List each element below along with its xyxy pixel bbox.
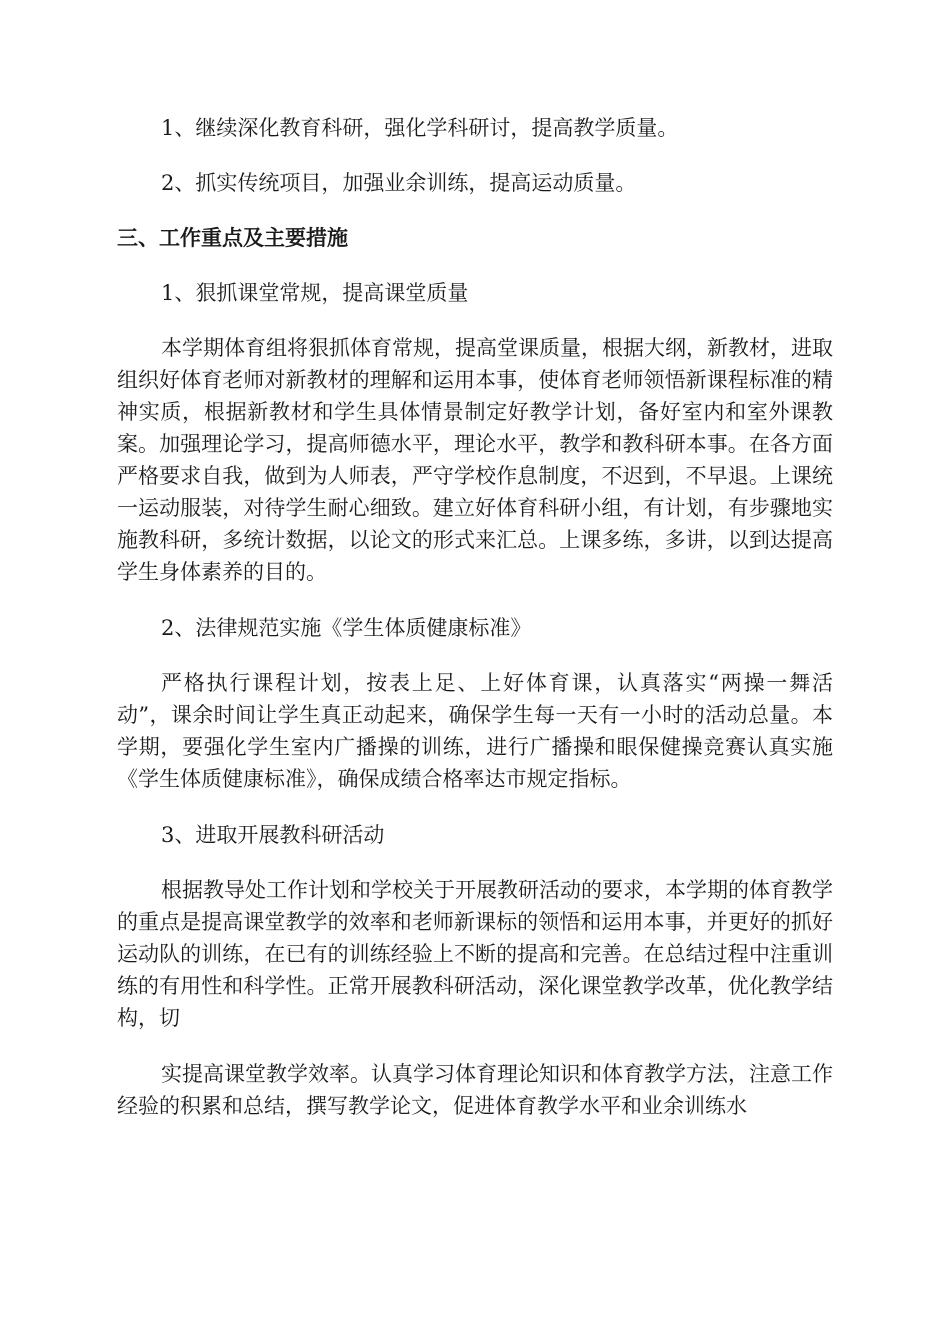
plan-item-research: 1、继续深化教育科研，强化学科研讨，提高教学质量。 xyxy=(161,116,679,140)
subheading-classroom: 1、狠抓课堂常规，提高课堂质量 xyxy=(161,281,469,305)
document-body xyxy=(117,112,833,1146)
paragraph-research-activity: 根据教导处工作计划和学校关于开展教研活动的要求，本学期的体育教学的重点是提高课堂教学的效率和老师新课标的领悟和运用本事，并更好的抓好运动队的训练，在已有的训练经验上不断的提高和完善。在总结过程中注重训练的有用性和科学性。正常开展教科研活动，深化课堂教学改革，优化教学结构，切 xyxy=(117,878,833,1030)
paragraph-classroom: 本学期体育组将狠抓体育常规，提高堂课质量，根据大纲，新教材，进取组织好体育老师对新教材的理解和运用本事，使体育老师领悟新课程标准的精神实质，根据新教材和学生具体情景制定好教学计划，备好室内和室外课教案。加强理论学习，提高师德水平，理论水平，教学和教科研本事。在各方面严格要求自我，做到为人师表，严守学校作息制度，不迟到，不早退。上课统一运动服装，对待学生耐心细致。建立好体育科研小组，有计划，有步骤地实施教科研，多统计数据，以论文的形式来汇总。上课多练，多讲，以到达提高学生身体素养的目的。 xyxy=(117,336,833,584)
subheading-research-activity: 3、进取开展教科研活动 xyxy=(161,823,385,847)
plan-item-training: 2、抓实传统项目，加强业余训练，提高运动质量。 xyxy=(161,171,637,195)
subheading-health-standard: 2、法律规范实施《学生体质健康标准》 xyxy=(161,616,532,640)
section-heading: 三、工作重点及主要措施 xyxy=(117,225,348,250)
paragraph-health-standard: 严格执行课程计划，按表上足、上好体育课，认真落实“两操一舞活动”，课余时间让学生真正动起来，确保学生每一天有一小时的活动总量。本学期，要强化学生室内广播操的训练，进行广播操和眼保健操竞赛认真实施《学生体质健康标准》，确保成绩合格率达市规定指标。 xyxy=(117,671,833,791)
paragraph-efficiency: 实提高课堂教学效率。认真学习体育理论知识和体育教学方法，注意工作经验的积累和总结，撰写教学论文，促进体育教学水平和业余训练水 xyxy=(117,1062,833,1118)
